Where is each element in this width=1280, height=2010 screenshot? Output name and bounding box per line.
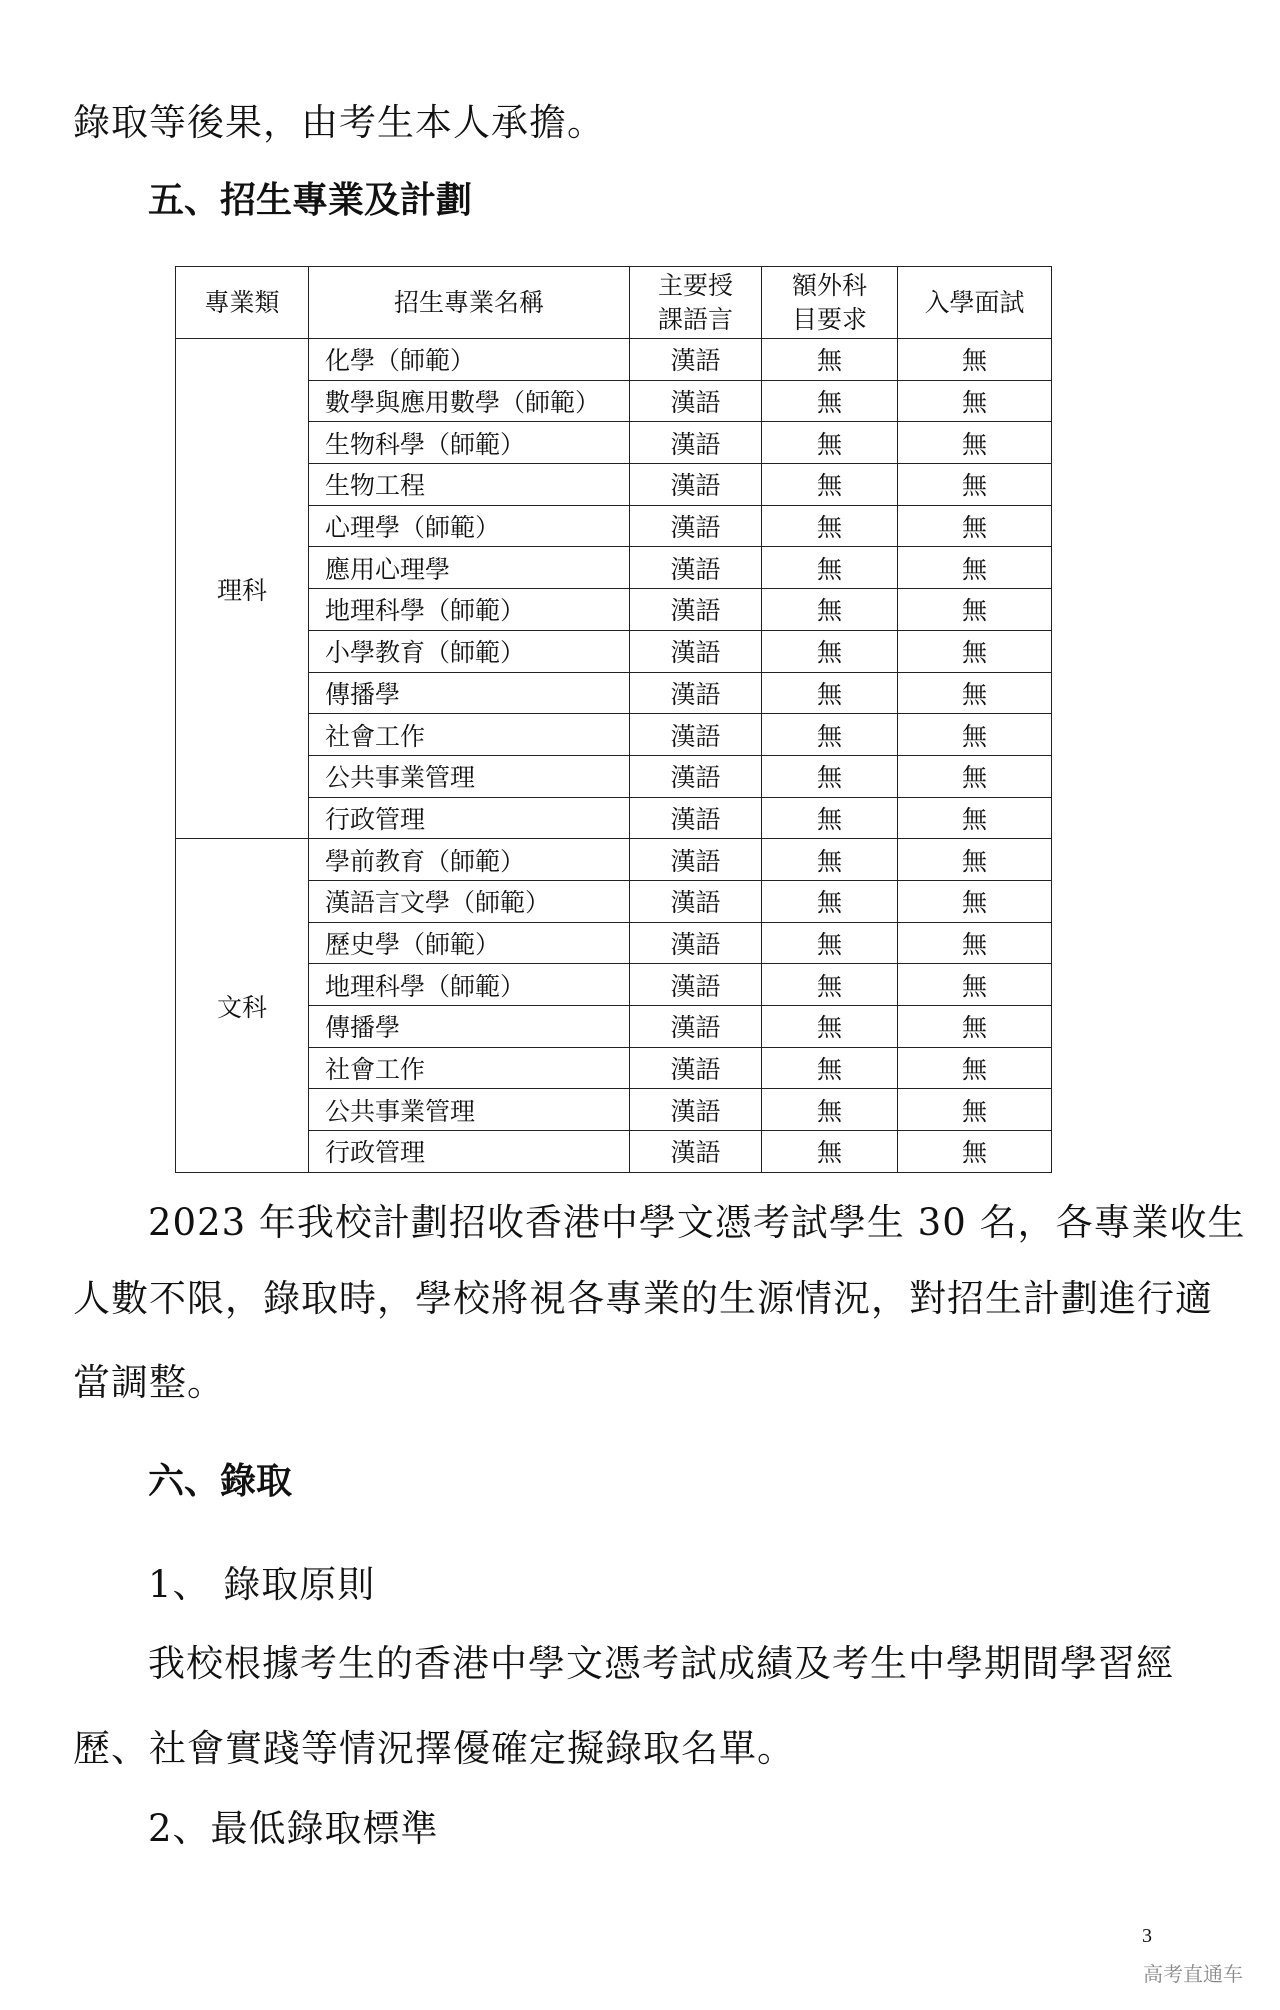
major-cell: 生物工程 xyxy=(309,464,630,506)
language-cell: 漢語 xyxy=(630,1131,762,1173)
interview-cell: 無 xyxy=(898,1089,1052,1131)
extra-subjects-cell: 無 xyxy=(762,339,898,381)
interview-cell: 無 xyxy=(898,1047,1052,1089)
extra-subjects-cell: 無 xyxy=(762,880,898,922)
interview-cell: 無 xyxy=(898,380,1052,422)
language-cell: 漢語 xyxy=(630,964,762,1006)
major-cell: 化學（師範） xyxy=(309,339,630,381)
extra-subjects-cell: 無 xyxy=(762,1047,898,1089)
language-cell: 漢語 xyxy=(630,505,762,547)
language-cell: 漢語 xyxy=(630,422,762,464)
subsection1-heading: 1、 錄取原則 xyxy=(148,1563,376,1606)
extra-subjects-cell: 無 xyxy=(762,714,898,756)
interview-cell: 無 xyxy=(898,589,1052,631)
principle-paragraph-line1: 我校根據考生的香港中學文憑考試成績及考生中學期間學習經 xyxy=(148,1642,1174,1685)
plan-paragraph-line3: 當調整。 xyxy=(73,1361,225,1404)
language-cell: 漢語 xyxy=(630,464,762,506)
language-cell: 漢語 xyxy=(630,1047,762,1089)
language-cell: 漢語 xyxy=(630,839,762,881)
extra-subjects-cell: 無 xyxy=(762,672,898,714)
language-cell: 漢語 xyxy=(630,1089,762,1131)
interview-cell: 無 xyxy=(898,630,1052,672)
extra-subjects-cell: 無 xyxy=(762,839,898,881)
interview-cell: 無 xyxy=(898,922,1052,964)
interview-cell: 無 xyxy=(898,672,1052,714)
extra-subjects-cell: 無 xyxy=(762,505,898,547)
extra-subjects-cell: 無 xyxy=(762,1006,898,1048)
subsection2-heading: 2、最低錄取標準 xyxy=(148,1807,439,1850)
interview-cell: 無 xyxy=(898,1006,1052,1048)
interview-cell: 無 xyxy=(898,505,1052,547)
header-interview: 入學面試 xyxy=(898,267,1052,339)
major-cell: 公共事業管理 xyxy=(309,755,630,797)
interview-cell: 無 xyxy=(898,797,1052,839)
major-cell: 歷史學（師範） xyxy=(309,922,630,964)
major-cell: 生物科學（師範） xyxy=(309,422,630,464)
table-row xyxy=(176,339,1052,381)
major-cell: 傳播學 xyxy=(309,1006,630,1048)
language-cell: 漢語 xyxy=(630,755,762,797)
category-cell: 理科 xyxy=(176,339,309,839)
interview-cell: 無 xyxy=(898,964,1052,1006)
language-cell: 漢語 xyxy=(630,922,762,964)
major-cell: 學前教育（師範） xyxy=(309,839,630,881)
interview-cell: 無 xyxy=(898,547,1052,589)
plan-paragraph-line2: 人數不限，錄取時，學校將視各專業的生源情況，對招生計劃進行適 xyxy=(73,1277,1213,1320)
extra-subjects-cell: 無 xyxy=(762,755,898,797)
language-cell: 漢語 xyxy=(630,380,762,422)
extra-subjects-cell: 無 xyxy=(762,1131,898,1173)
major-cell: 社會工作 xyxy=(309,1047,630,1089)
interview-cell: 無 xyxy=(898,339,1052,381)
interview-cell: 無 xyxy=(898,422,1052,464)
principle-paragraph-line2: 歷、社會實踐等情況擇優確定擬錄取名單。 xyxy=(73,1727,795,1770)
language-cell: 漢語 xyxy=(630,714,762,756)
major-cell: 數學與應用數學（師範） xyxy=(309,380,630,422)
extra-subjects-cell: 無 xyxy=(762,380,898,422)
major-cell: 地理科學（師範） xyxy=(309,964,630,1006)
interview-cell: 無 xyxy=(898,880,1052,922)
major-cell: 漢語言文學（師範） xyxy=(309,880,630,922)
major-cell: 行政管理 xyxy=(309,797,630,839)
extra-subjects-cell: 無 xyxy=(762,630,898,672)
interview-cell: 無 xyxy=(898,1131,1052,1173)
major-cell: 小學教育（師範） xyxy=(309,630,630,672)
extra-subjects-cell: 無 xyxy=(762,1089,898,1131)
extra-subjects-cell: 無 xyxy=(762,797,898,839)
major-cell: 行政管理 xyxy=(309,1131,630,1173)
intro-tail-text: 錄取等後果，由考生本人承擔。 xyxy=(73,101,605,144)
interview-cell: 無 xyxy=(898,839,1052,881)
interview-cell: 無 xyxy=(898,755,1052,797)
header-major: 招生專業名稱 xyxy=(309,267,630,339)
page-number: 3 xyxy=(1142,1925,1152,1947)
language-cell: 漢語 xyxy=(630,672,762,714)
language-cell: 漢語 xyxy=(630,630,762,672)
major-cell: 心理學（師範） xyxy=(309,505,630,547)
major-cell: 傳播學 xyxy=(309,672,630,714)
major-cell: 地理科學（師範） xyxy=(309,589,630,631)
major-cell: 應用心理學 xyxy=(309,547,630,589)
language-cell: 漢語 xyxy=(630,1006,762,1048)
section6-heading: 六、錄取 xyxy=(148,1461,293,1502)
major-cell: 公共事業管理 xyxy=(309,1089,630,1131)
header-extra-subjects: 額外科 目要求 xyxy=(762,267,898,339)
extra-subjects-cell: 無 xyxy=(762,422,898,464)
extra-subjects-cell: 無 xyxy=(762,589,898,631)
plan-paragraph-line1: 2023 年我校計劃招收香港中學文憑考試學生 30 名，各專業收生 xyxy=(148,1201,1246,1244)
extra-subjects-cell: 無 xyxy=(762,464,898,506)
header-category: 專業類 xyxy=(176,267,309,339)
table-row xyxy=(176,839,1052,881)
extra-subjects-cell: 無 xyxy=(762,964,898,1006)
major-cell: 社會工作 xyxy=(309,714,630,756)
admission-plan-table xyxy=(175,266,1052,1173)
interview-cell: 無 xyxy=(898,714,1052,756)
interview-cell: 無 xyxy=(898,464,1052,506)
language-cell: 漢語 xyxy=(630,547,762,589)
table-header-row xyxy=(176,267,1052,339)
section5-heading: 五、招生專業及計劃 xyxy=(148,180,473,221)
language-cell: 漢語 xyxy=(630,589,762,631)
category-cell: 文科 xyxy=(176,839,309,1173)
extra-subjects-cell: 無 xyxy=(762,547,898,589)
watermark-text: 高考直通车 xyxy=(1143,1962,1243,1986)
extra-subjects-cell: 無 xyxy=(762,922,898,964)
language-cell: 漢語 xyxy=(630,797,762,839)
language-cell: 漢語 xyxy=(630,339,762,381)
header-language: 主要授 課語言 xyxy=(630,267,762,339)
language-cell: 漢語 xyxy=(630,880,762,922)
